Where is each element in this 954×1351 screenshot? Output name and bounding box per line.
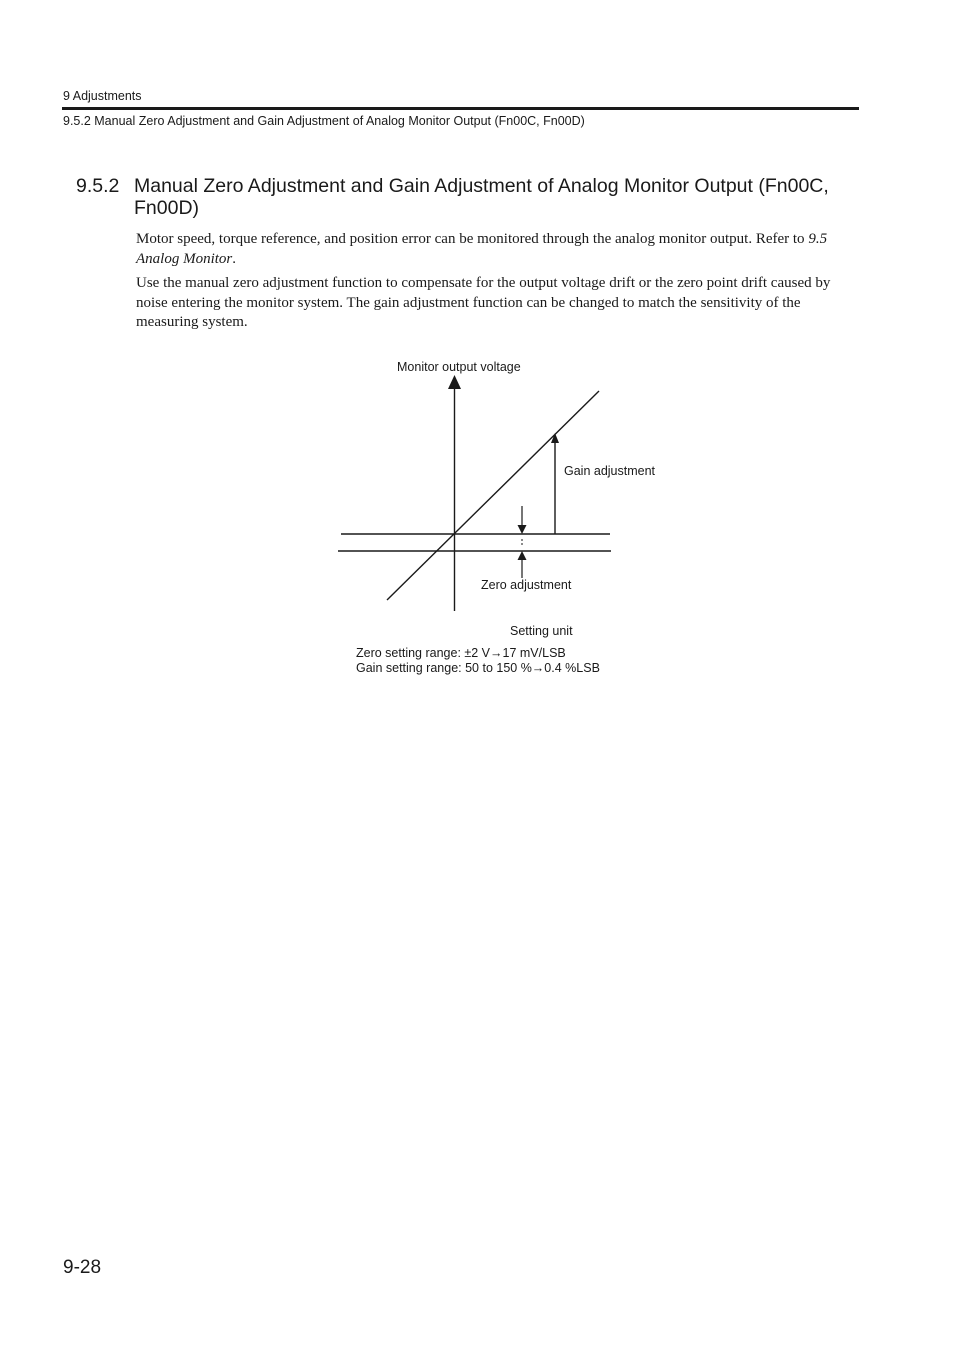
zero-setting-range: Zero setting range: ±2 V→17 mV/LSB <box>356 646 566 660</box>
running-header-chapter: 9 Adjustments <box>63 89 142 103</box>
section-title: Manual Zero Adjustment and Gain Adjustment of Analog Monitor Output (Fn00C, Fn00D) <box>134 175 829 219</box>
zero-arrowhead-up <box>518 551 527 560</box>
gain-adjustment-label: Gain adjustment <box>564 464 656 478</box>
y-axis-label: Monitor output voltage <box>397 360 521 374</box>
vertical-axis-arrowhead <box>448 375 461 389</box>
paragraph-intro-end: . <box>232 250 236 267</box>
cross-reference-link[interactable]: 9.5 Analog Monitor <box>136 231 828 267</box>
zero-arrowhead-down <box>518 525 527 534</box>
gain-setting-range: Gain setting range: 50 to 150 %→0.4 %LSB <box>356 661 600 675</box>
output-characteristic-line <box>387 391 599 600</box>
paragraph-description-text: Use the manual zero adjustment function to compensate for the output voltage drift or the zero point drift caused by noise entering the monitor system. The gain adjustment function can be changed to match the sensitivity of the measuring system. <box>136 275 831 330</box>
page-number: 9-28 <box>63 1257 102 1278</box>
running-header-section: 9.5.2 Manual Zero Adjustment and Gain Adjustment of Analog Monitor Output (Fn00C, Fn00D) <box>63 114 585 128</box>
zero-adjustment-label: Zero adjustment <box>481 578 572 592</box>
section-number: 9.5.2 <box>76 175 120 197</box>
paragraph-intro-text: Motor speed, torque reference, and position error can be monitored through the analog monitor output. Refer to <box>136 231 809 247</box>
setting-unit-label: Setting unit <box>510 624 573 638</box>
